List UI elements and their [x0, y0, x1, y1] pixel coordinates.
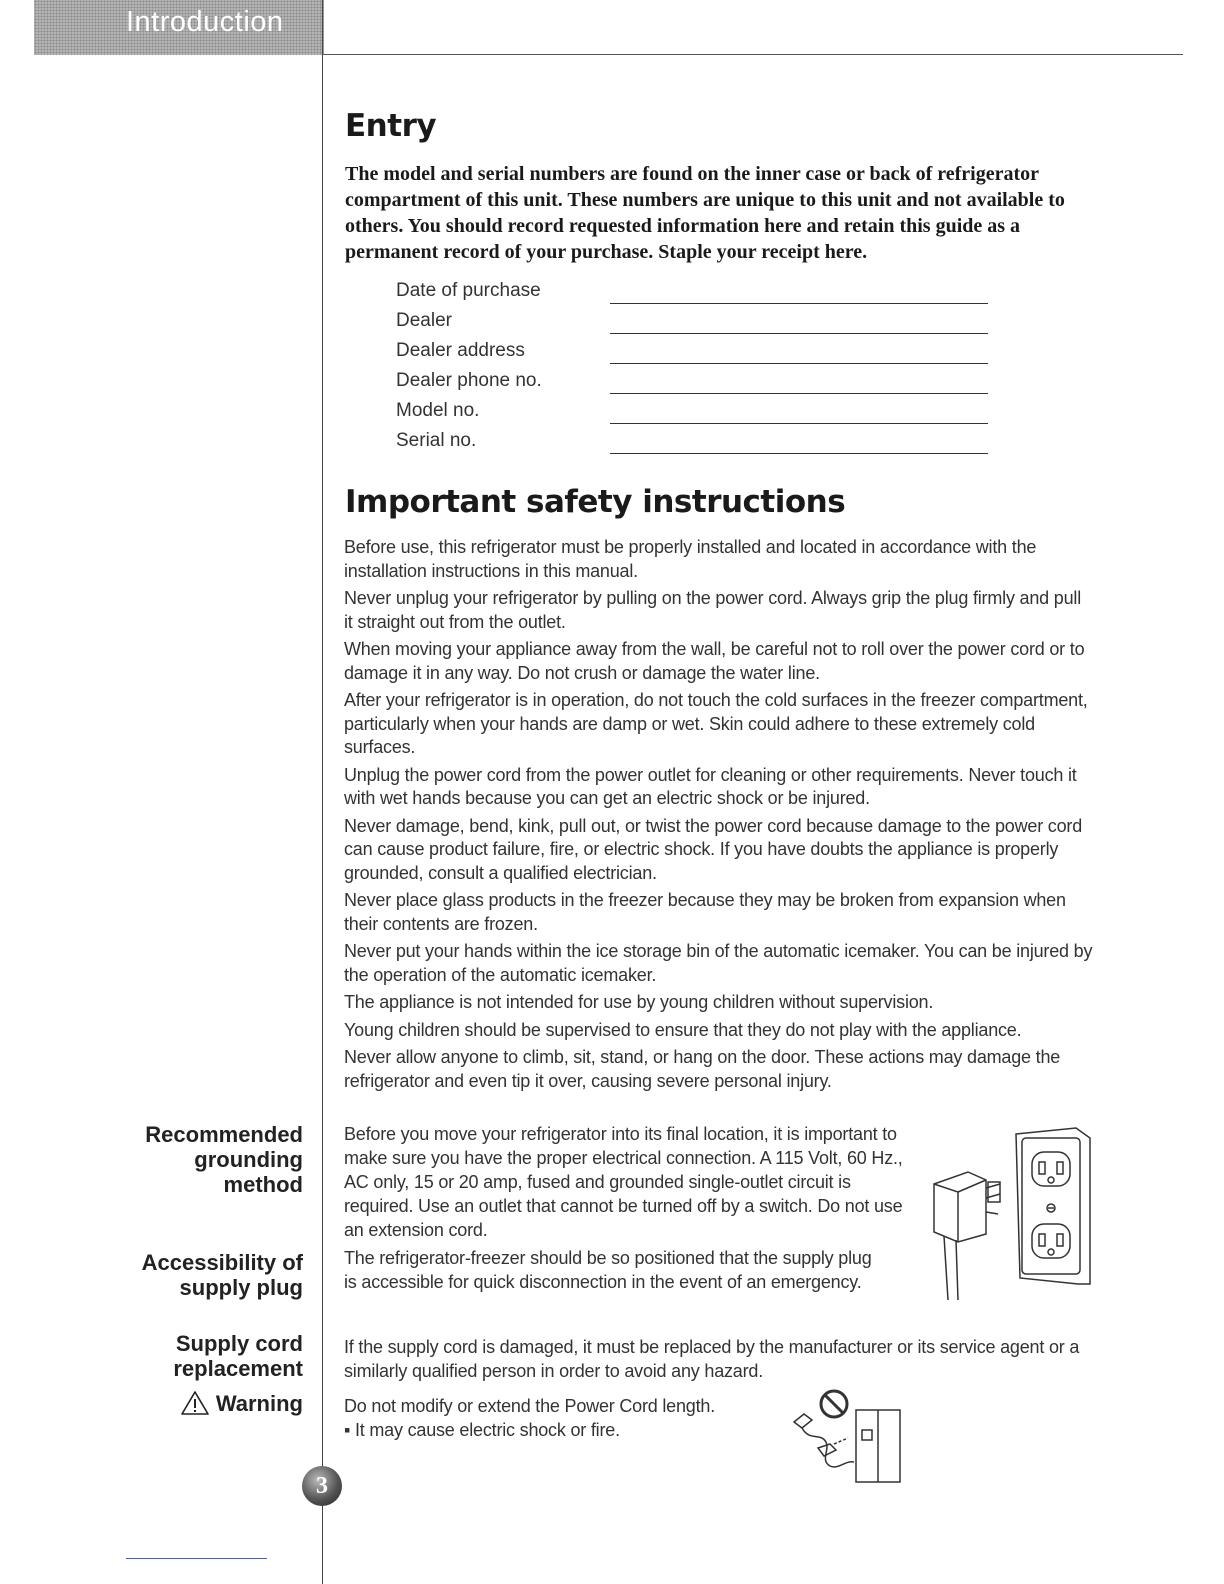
safety-paragraph: Never allow anyone to climb, sit, stand, or hang on the door. These actions may damage the refrigerator and even tip it over, causing severe personal injury. [344, 1047, 1061, 1091]
sidehead-grounding [145, 1122, 303, 1197]
warning-text: Do not modify or extend the Power Cord length. [344, 1396, 716, 1416]
form-row-dealer-address [396, 340, 996, 370]
safety-paragraph: Before use, this refrigerator must be properly installed and located in accordance with the installation instructions in this manual. [344, 537, 1037, 581]
header-rule [323, 54, 1183, 55]
page-number-badge: 3 [302, 1466, 342, 1506]
cord-replacement-section [344, 1335, 1094, 1383]
form-label: Date of purchase [396, 280, 541, 301]
bottom-rule [126, 1558, 267, 1559]
grounding-text: Before you move your refrigerator into its final location, it is important to make sure you have the proper electrical connection. A 115 Volt, 60 Hz., AC only, 15 or 20 amp, fused and grounded single-outlet circuit is required. Use an outlet that cannot be turned off by a switch. Do not use an extension cord. [344, 1124, 903, 1240]
safety-paragraph: When moving your appliance away from the wall, be careful not to roll over the power cord or to damage it in any way. Do not crush or damage the water line. [344, 639, 1085, 683]
section-tab [34, 0, 324, 55]
record-form [396, 280, 996, 460]
sidehead-line: method [223, 1172, 303, 1197]
form-row-model [396, 400, 996, 430]
blank-line [610, 393, 988, 394]
cord-replacement-text: If the supply cord is damaged, it must be replaced by the manufacturer or its service agent or a similarly qualified person in order to avoid any hazard. [344, 1337, 1080, 1381]
sidehead-line: grounding [194, 1147, 303, 1172]
form-label: Dealer phone no. [396, 370, 542, 391]
outlet-plug-illustration [928, 1124, 1094, 1310]
warning-triangle-icon [180, 1390, 210, 1416]
accessibility-text: The refrigerator-freezer should be so positioned that the supply plug is accessible for quick disconnection in the event of an emergency. [344, 1248, 872, 1292]
blank-line [610, 423, 988, 424]
safety-paragraph: Unplug the power cord from the power outlet for cleaning or other requirements. Never touch it with wet hands because you can get an electric shock or be injured. [344, 764, 1077, 808]
form-row-dealer-phone [396, 370, 996, 400]
sidehead-line: Recommended [145, 1122, 303, 1147]
sidehead-line: Accessibility of [141, 1250, 303, 1275]
form-label: Dealer address [396, 340, 525, 361]
sidehead-warning [180, 1390, 303, 1416]
safety-paragraph: Never damage, bend, kink, pull out, or twist the power cord because damage to the power cord can cause product failure, fire, or electric shock. If you have doubts the appliance is properly grounded, consult a qualified electrician. [344, 815, 1083, 883]
safety-instructions [344, 536, 1094, 1097]
form-label: Serial no. [396, 430, 477, 451]
form-row-dealer [396, 310, 996, 340]
form-row-date [396, 280, 996, 310]
warning-bullet: ▪ It may cause electric shock or fire. [344, 1420, 620, 1440]
form-label: Model no. [396, 400, 480, 421]
no-extension-cord-illustration [790, 1388, 905, 1484]
blank-line [610, 303, 988, 304]
safety-paragraph: Never put your hands within the ice storage bin of the automatic icemaker. You can be injured by the operation of the automatic icemaker. [344, 941, 1093, 985]
safety-paragraph: Never place glass products in the freezer because they may be broken from expansion when their contents are frozen. [344, 890, 1066, 934]
form-label: Dealer [396, 310, 452, 331]
safety-title: Important safety instructions [345, 484, 846, 520]
safety-paragraph: Never unplug your refrigerator by pulling on the power cord. Always grip the plug firmly and pull it straight out from the outlet. [344, 588, 1081, 632]
safety-paragraph: After your refrigerator is in operation, do not touch the cold surfaces in the freezer compartment, particularly when your hands are damp or wet. Skin could adhere to these extremely cold surfaces. [344, 690, 1088, 757]
section-tab-label: Introduction [126, 6, 284, 38]
blank-line [610, 333, 988, 334]
safety-paragraph: Young children should be supervised to ensure that they do not play with the appliance. [344, 1019, 1022, 1040]
blank-line [610, 363, 988, 364]
safety-paragraph: The appliance is not intended for use by young children without supervision. [344, 992, 934, 1012]
sidehead-line: Supply cord [175, 1331, 303, 1356]
sidehead-accessibility [142, 1250, 303, 1300]
sidehead-line: replacement [173, 1356, 303, 1381]
sidehead-cord-replacement [173, 1331, 303, 1381]
entry-title: Entry [345, 108, 437, 144]
warning-section [344, 1394, 774, 1442]
entry-intro: The model and serial numbers are found on the inner case or back of refrigerator compartment of this unit. These numbers are unique to this unit and not available to others. You should record requested information here and retain this guide as a permanent record of your purchase. Staple your receipt here. [345, 163, 1065, 263]
blank-line [610, 453, 988, 454]
grounding-section [344, 1122, 919, 1298]
margin-divider [322, 0, 323, 1584]
sidehead-line: supply plug [179, 1275, 303, 1300]
warning-label: Warning [215, 1390, 303, 1416]
form-row-serial [396, 430, 996, 460]
